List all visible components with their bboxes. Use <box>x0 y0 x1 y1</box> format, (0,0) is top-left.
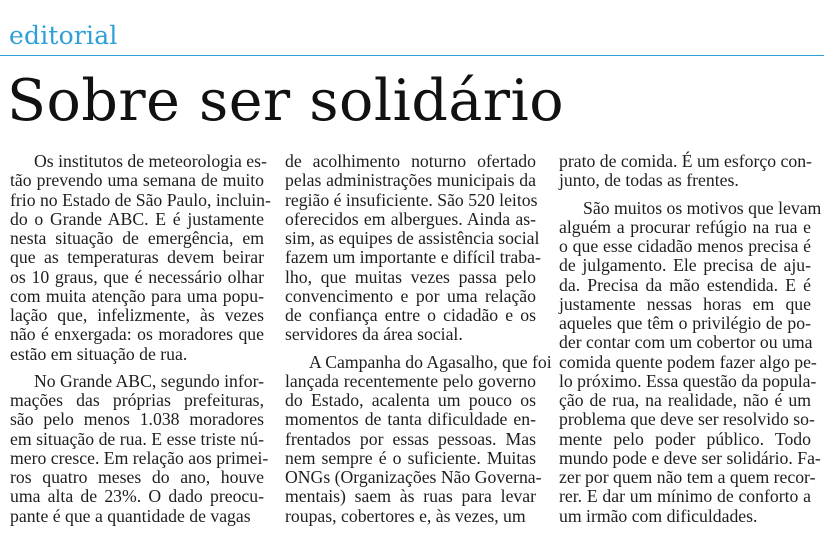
text-line: são pelo menos 1.038 moradores <box>10 409 264 430</box>
text-line: de acolhimento noturno ofertado <box>285 151 536 171</box>
text-line: os 10 graus, que é necessário olhar <box>10 266 264 287</box>
paragraph <box>285 151 541 345</box>
text-line: região é insuficiente. São 520 leitos <box>285 189 538 210</box>
text-line: tão prevendo uma semana de muito <box>10 170 264 191</box>
text-line: lação que, infelizmente, às vezes <box>10 305 264 325</box>
text-line: São muitos os motivos que levam <box>583 197 822 218</box>
text-line: uma alta de 23%. O dado preocu- <box>10 486 264 507</box>
text-line: lo próximo. Essa questão da popula- <box>559 370 817 391</box>
article-column-1 <box>10 151 271 526</box>
text-line: roupas, cobertores e, às vezes, um <box>285 505 526 526</box>
text-line: mentais) saem às ruas para levar <box>285 486 536 507</box>
text-line: fazem um importante e difícil traba- <box>285 247 541 268</box>
text-line: mente pelo poder público. Todo <box>559 428 811 449</box>
text-line: o que esse cidadão menos precisa é <box>559 236 811 256</box>
text-line: junto, de todas as frentes. <box>559 170 739 191</box>
text-line: que as temperaturas devem beirar <box>10 247 264 268</box>
text-line: não é enxergada: os moradores que <box>10 324 264 345</box>
text-line: der contar com um cobertor ou uma <box>559 332 813 353</box>
text-line: do o Grande ABC. E é justamente <box>10 208 264 229</box>
text-line: de julgamento. Ele precisa de aju- <box>559 255 811 276</box>
paragraph <box>10 370 269 526</box>
text-line: zer por quem não tem a quem recor- <box>559 467 816 487</box>
article-column-2 <box>285 151 552 526</box>
text-line: Os institutos de meteorologia es- <box>34 151 267 171</box>
text-line: com muita atenção para uma popu- <box>10 285 264 306</box>
section-label: editorial <box>9 21 118 50</box>
text-line: aqueles que têm o privilégio de po- <box>559 313 811 333</box>
text-line: momentos de tanta dificuldade en- <box>285 409 536 430</box>
text-line: alguém a procurar refúgio na rua e <box>559 216 811 237</box>
text-line: pelas administrações municipais da <box>285 170 536 191</box>
text-line: de confiança entre o cidadão e os <box>285 305 536 325</box>
text-line: lho, que muitas vezes passa pelo <box>285 266 536 287</box>
paragraph <box>10 151 271 364</box>
text-line: mero cresce. Em relação aos primei- <box>10 447 269 468</box>
text-line: justamente nessas horas em que <box>559 293 811 314</box>
text-line: rer. E dar um mínimo de conforto a <box>559 486 811 507</box>
article-title: Sobre ser solidário <box>7 68 565 134</box>
text-line: A Campanha do Agasalho, que foi <box>309 351 552 372</box>
section-divider <box>0 55 824 56</box>
text-line: prato de comida. É um esforço con- <box>559 151 812 171</box>
text-line: nem sempre é o suficiente. Muitas <box>285 447 536 468</box>
text-line: convencimento e por uma relação <box>285 285 536 306</box>
text-line: do Estado, acalenta um pouco os <box>285 390 536 410</box>
text-line: frio no Estado de São Paulo, incluin- <box>10 189 271 210</box>
text-line: lançada recentemente pelo governo <box>285 370 536 391</box>
text-line: da. Precisa da mão estendida. E é <box>559 274 811 295</box>
article-column-3 <box>559 151 822 526</box>
text-line: mações das próprias prefeituras, <box>10 390 264 410</box>
text-line: mundo pode e deve ser solidário. Fa- <box>559 447 821 468</box>
paragraph <box>559 197 822 526</box>
text-line: servidores da área social. <box>285 324 463 345</box>
text-line: em situação de rua. E esse triste nú- <box>10 428 264 449</box>
text-line: nesta situação de emergência, em <box>10 228 264 248</box>
text-line: estão em situação de rua. <box>10 343 188 364</box>
text-line: comida quente podem fazer algo pe- <box>559 351 817 372</box>
text-line: sim, as equipes de assistência social <box>285 228 540 248</box>
text-line: ção de rua, na realidade, não é um <box>559 390 811 410</box>
text-line: pante é que a quantidade de vagas <box>10 505 251 526</box>
text-line: problema que deve ser resolvido so- <box>559 409 815 430</box>
paragraph <box>559 152 811 191</box>
text-line: No Grande ABC, segundo infor- <box>34 370 265 391</box>
text-line: frentados por essas pessoas. Mas <box>285 428 536 449</box>
text-line: oferecidos em albergues. Ainda as- <box>285 208 536 229</box>
text-line: ONGs (Organizações Não Governa- <box>285 467 542 487</box>
text-line: ros quatro meses do ano, houve <box>10 467 264 487</box>
paragraph <box>285 351 552 526</box>
text-line: um irmão com dificuldades. <box>559 505 758 526</box>
